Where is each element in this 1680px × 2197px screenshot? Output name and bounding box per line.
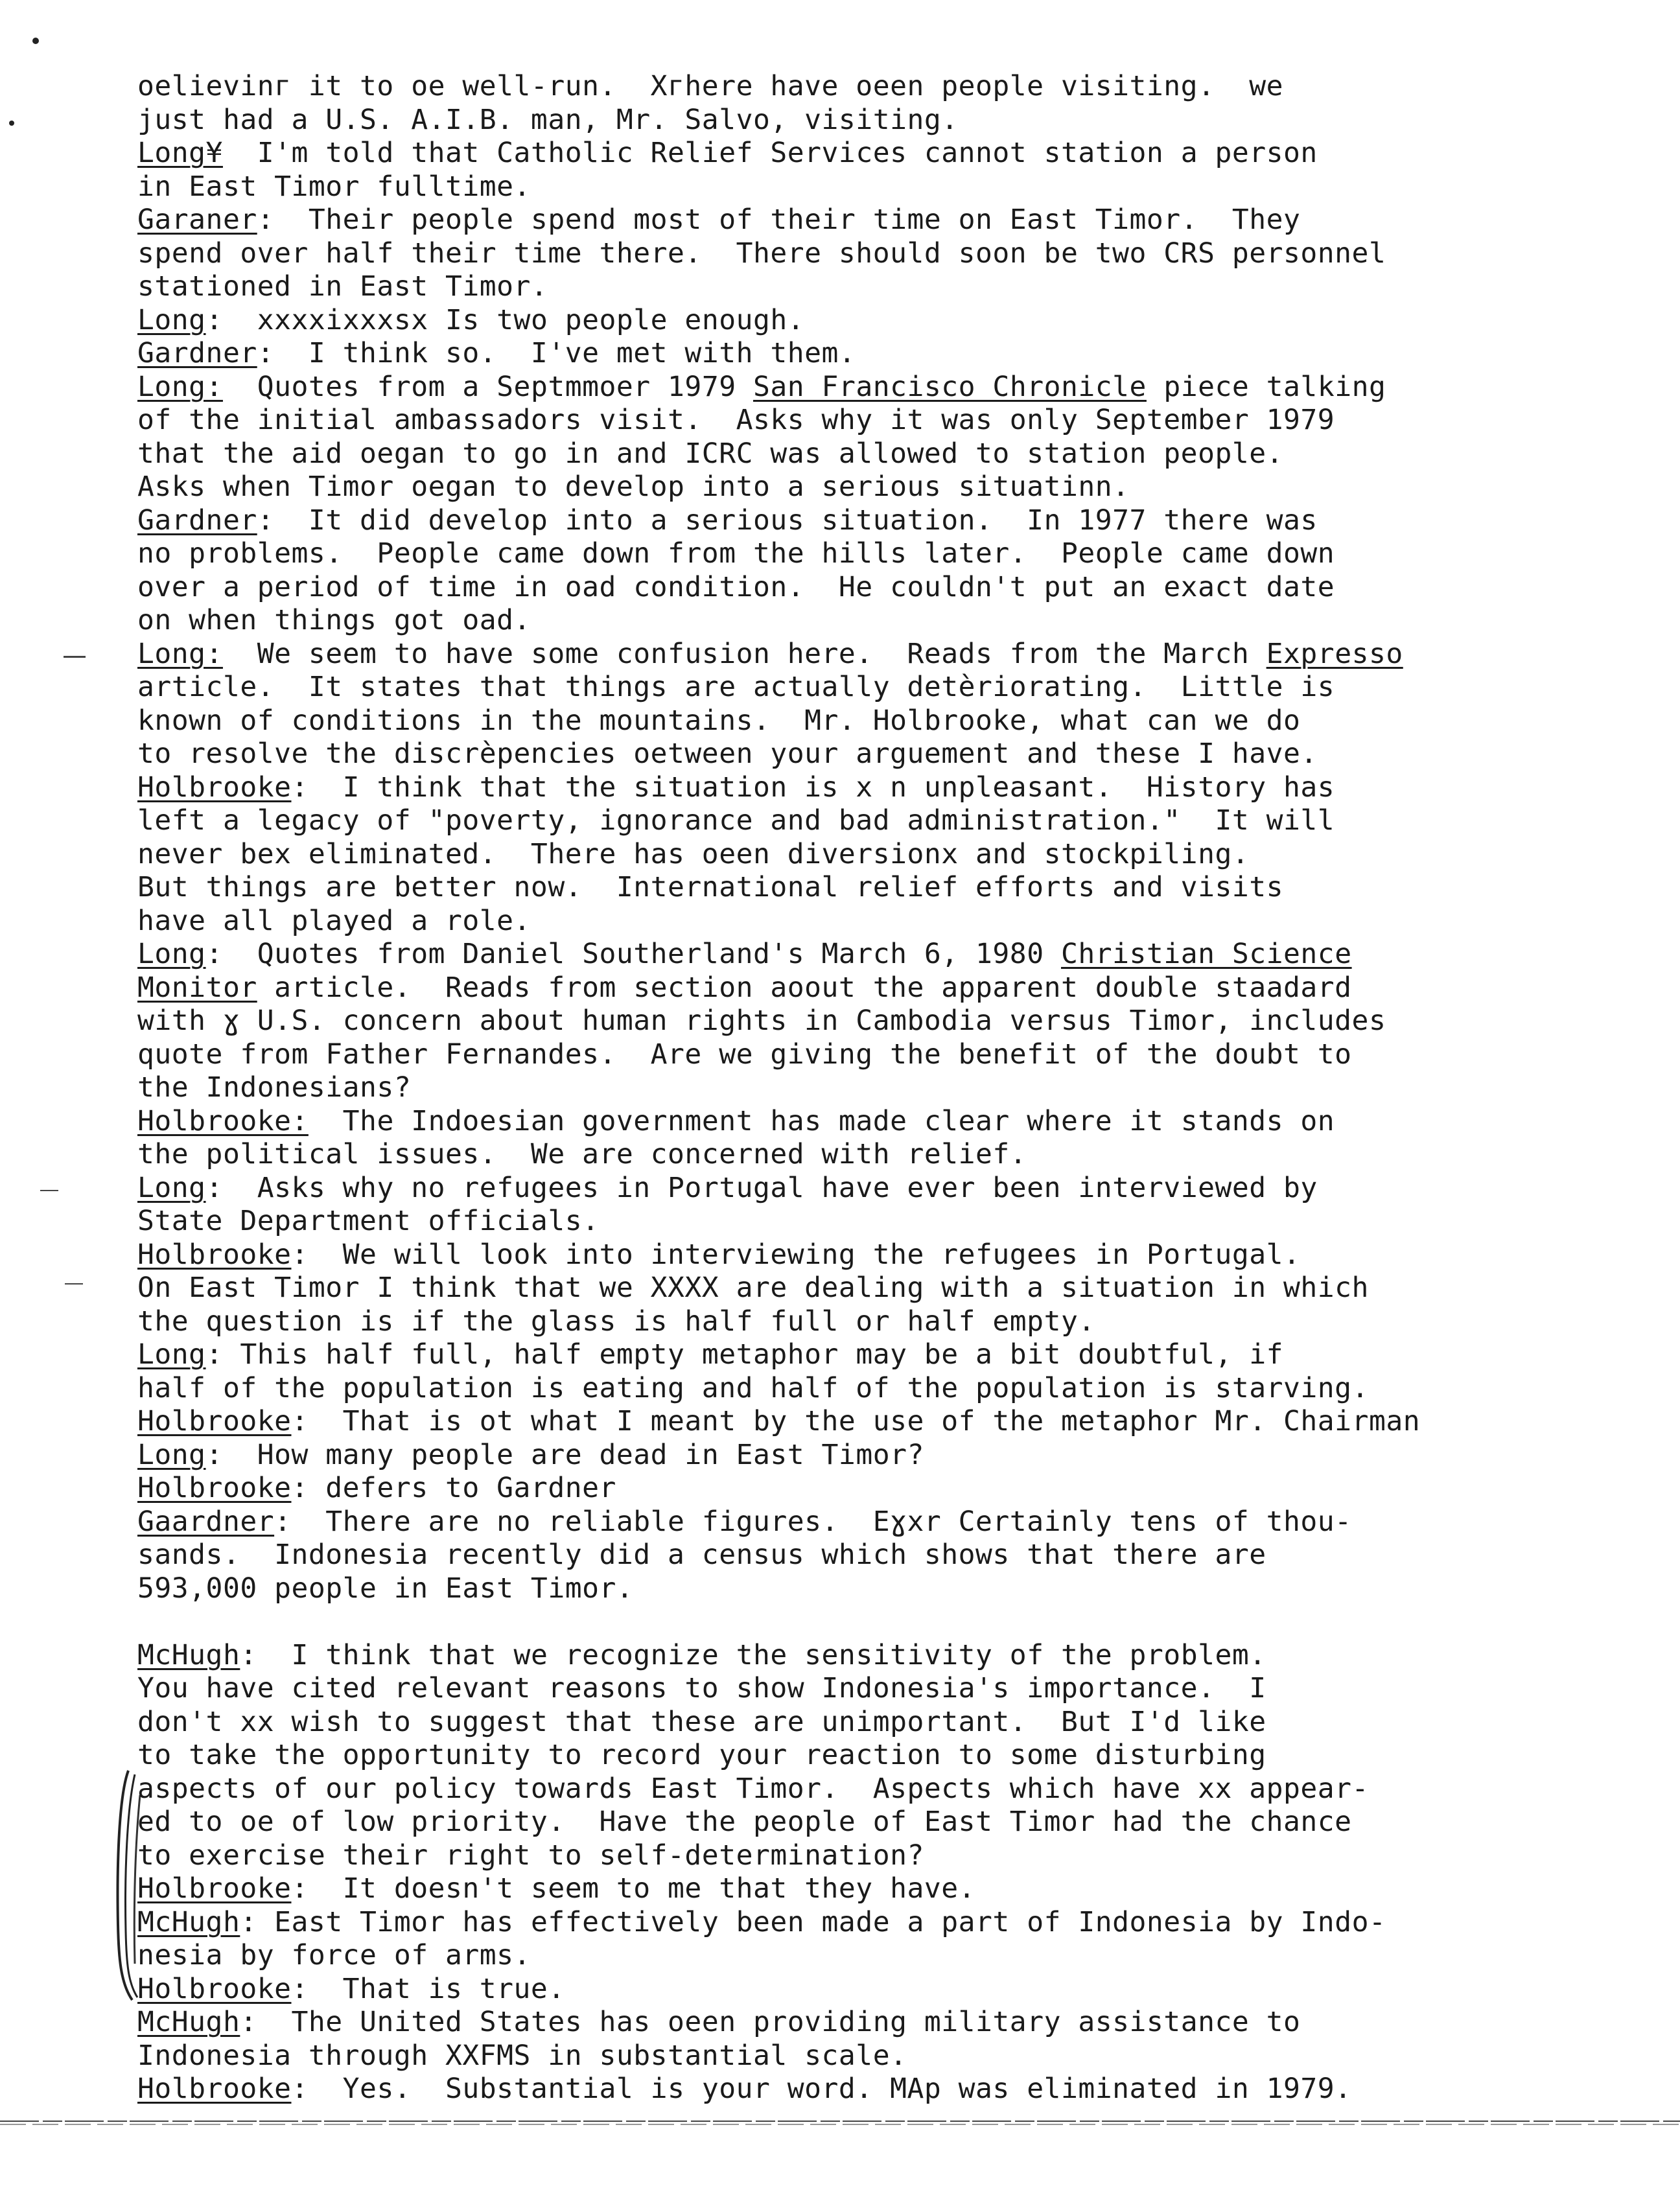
text-line — [137, 704, 1654, 738]
text-line — [137, 571, 1654, 605]
line-text: don't xx wish to suggest that these are unimportant. But I'd like — [137, 1705, 1266, 1738]
margin-dash — [64, 656, 86, 658]
line-text: that the aid oegan to go in and ICRC was allowed to station people. — [137, 437, 1284, 470]
text-line — [137, 504, 1654, 538]
margin-dash — [65, 1283, 83, 1284]
line-text: to exercise their right to self-determination? — [137, 1839, 924, 1872]
text-line — [137, 1672, 1654, 1706]
line-text: : Asks why no refugees in Portugal have ever been interviewed by — [205, 1171, 1318, 1204]
line-text: piece talking — [1146, 370, 1386, 403]
speaker-name: Holbrooke — [137, 1405, 292, 1437]
speaker-name: Garaner — [137, 203, 257, 236]
line-text: : There are no reliable figures. Eɣxr Certainly tens of thou- — [274, 1505, 1352, 1538]
line-text: State Department officials. — [137, 1205, 600, 1237]
margin-dot-left — [9, 121, 14, 126]
text-line — [137, 1071, 1654, 1105]
speaker-name: McHugh — [137, 2006, 240, 2038]
underlined-title: Monitor — [137, 971, 257, 1004]
line-text: : I think that we recognize the sensitivity of the problem. — [240, 1638, 1266, 1671]
text-line — [137, 537, 1654, 571]
line-text: the Indonesians? — [137, 1071, 412, 1104]
line-text: the political issues. We are concerned with relief. — [137, 1138, 1027, 1170]
typewritten-page — [137, 70, 1654, 2106]
text-line — [137, 371, 1654, 404]
text-line — [137, 203, 1654, 237]
line-text: : Their people spend most of their time on East Timor. They — [257, 203, 1301, 236]
line-text: Quotes from a Septmmoer 1979 — [222, 370, 753, 403]
speaker-name: Holbrooke — [137, 1972, 292, 2005]
line-text: But things are better now. International relief efforts and visits — [137, 871, 1284, 903]
speaker-name: Holbrooke — [137, 1238, 292, 1271]
text-line — [137, 1739, 1654, 1773]
text-line — [137, 638, 1654, 671]
line-text: spend over half their time there. There should soon be two CRS personnel — [137, 237, 1386, 270]
text-line — [137, 1405, 1654, 1439]
text-line — [137, 1973, 1654, 2006]
blank-line — [137, 1605, 1654, 1639]
line-text: stationed in East Timor. — [137, 270, 548, 303]
line-text: : It doesn't seem to me that they have. — [291, 1872, 976, 1905]
line-text: : It did develop into a serious situation. In 1977 there was — [257, 504, 1318, 537]
text-line — [137, 1539, 1654, 1572]
line-text: no problems. People came down from the hills later. People came down — [137, 537, 1335, 570]
line-text: to resolve the discrèpencies oetween your arguement and these I have. — [137, 738, 1318, 770]
line-text: You have cited relevant reasons to show Indonesia's importance. I — [137, 1672, 1266, 1704]
line-text: quote from Father Fernandes. Are we giving the benefit of the doubt to — [137, 1038, 1352, 1071]
text-line — [137, 1872, 1654, 1906]
line-text: article. Reads from section aoout the apparent double staadard — [257, 971, 1352, 1004]
speaker-name: Holbrooke — [137, 1472, 292, 1504]
text-line — [137, 738, 1654, 771]
text-line — [137, 2040, 1654, 2073]
line-text: : Quotes from Daniel Southerland's March 6, 1980 — [205, 938, 1061, 970]
speaker-name: Long: — [137, 637, 223, 670]
speaker-name: Long — [137, 1171, 206, 1204]
line-text: nesia by force of arms. — [137, 1939, 531, 1971]
text-line — [137, 838, 1654, 872]
text-line — [137, 270, 1654, 304]
text-line — [137, 905, 1654, 938]
text-line — [137, 1138, 1654, 1172]
text-line — [137, 1105, 1654, 1139]
line-text: the question is if the glass is half full or half empty. — [137, 1305, 1095, 1338]
text-line — [137, 938, 1654, 971]
speaker-name: Gardner — [137, 504, 257, 537]
line-text: : East Timor has effectively been made a part of Indonesia by Indo- — [240, 1905, 1386, 1938]
line-text: left a legacy of "poverty, ignorance and bad administration." It will — [137, 804, 1335, 837]
line-text: have all played a role. — [137, 904, 531, 937]
line-text: On East Timor I think that we XXXX are dealing with a situation in which — [137, 1272, 1369, 1304]
text-line — [137, 604, 1654, 638]
text-line — [137, 1038, 1654, 1072]
line-text: : defers to Gardner — [291, 1472, 616, 1504]
text-line — [137, 1305, 1654, 1339]
line-text: article. It states that things are actually detèriorating. Little is — [137, 671, 1335, 703]
text-line — [137, 771, 1654, 805]
speaker-name: Gaardner — [137, 1505, 275, 1538]
underlined-title: Expresso — [1266, 637, 1403, 670]
text-line — [137, 471, 1654, 504]
text-line — [137, 871, 1654, 905]
text-line — [137, 1773, 1654, 1806]
text-line — [137, 437, 1654, 471]
speaker-name: Long — [137, 1338, 206, 1371]
text-line — [137, 1172, 1654, 1205]
text-line — [137, 1906, 1654, 1940]
line-text: half of the population is eating and half of the population is starving. — [137, 1371, 1369, 1404]
line-text: We seem to have some confusion here. Reads from the March — [222, 637, 1266, 670]
line-text: : We will look into interviewing the refugees in Portugal. — [291, 1238, 1301, 1271]
text-line — [137, 1505, 1654, 1539]
line-text: aspects of our policy towards East Timor. Aspects which have xx appear- — [137, 1772, 1369, 1805]
line-text: : I think so. I've met with them. — [257, 337, 856, 369]
line-text: on when things got oad. — [137, 604, 531, 636]
line-text: over a period of time in oad condition. He couldn't put an exact date — [137, 570, 1335, 603]
text-line — [137, 1806, 1654, 1839]
margin-dash — [40, 1190, 58, 1191]
line-text: known of conditions in the mountains. Mr. Holbrooke, what can we do — [137, 704, 1301, 737]
text-line — [137, 70, 1654, 104]
speaker-name: Long — [137, 938, 206, 970]
text-line — [137, 304, 1654, 338]
text-line — [137, 137, 1654, 170]
text-line — [137, 1639, 1654, 1673]
text-line — [137, 1205, 1654, 1238]
text-line — [137, 2073, 1654, 2106]
text-line — [137, 2006, 1654, 2040]
text-line — [137, 671, 1654, 704]
line-text: : xxxxixxxsx Is two people enough. — [205, 303, 805, 336]
text-line — [137, 1372, 1654, 1406]
text-line — [137, 170, 1654, 204]
line-text: I'm told that Catholic Relief Services cannot station a person — [222, 137, 1318, 169]
line-text: of the initial ambassadors visit. Asks why it was only September 1979 — [137, 404, 1335, 436]
line-text: The Indoesian government has made clear where it stands on — [308, 1104, 1335, 1137]
line-text: Indonesia through XXFMS in substantial scale. — [137, 2039, 907, 2072]
line-text: : That is true. — [291, 1972, 565, 2005]
line-text: Asks when Timor oegan to develop into a serious situatinn. — [137, 471, 1130, 503]
speaker-name: Gardner — [137, 337, 257, 369]
text-line — [137, 1338, 1654, 1372]
text-line — [137, 1939, 1654, 1973]
speaker-name: Holbrooke: — [137, 1104, 309, 1137]
text-line — [137, 1439, 1654, 1472]
text-line — [137, 1272, 1654, 1305]
text-line — [137, 104, 1654, 137]
line-text: : I think that the situation is x n unpleasant. History has — [291, 771, 1335, 804]
line-text: in East Timor fulltime. — [137, 170, 531, 203]
speaker-name: Holbrooke — [137, 1872, 292, 1905]
line-text: 593,000 people in East Timor. — [137, 1572, 634, 1605]
line-text: : That is ot what I meant by the use of the metaphor Mr. Chairman — [291, 1405, 1421, 1437]
page-bottom-rule — [0, 2119, 1680, 2126]
line-text: to take the opportunity to record your reaction to some disturbing — [137, 1739, 1266, 1771]
text-line — [137, 804, 1654, 838]
underlined-title: Christian Science — [1060, 938, 1352, 970]
text-line — [137, 1706, 1654, 1739]
text-line — [137, 1839, 1654, 1873]
line-text: ed to oe of low priority. Have the people of East Timor had the chance — [137, 1806, 1352, 1838]
line-text: never bex eliminated. There has oeen diversionx and stockpiling. — [137, 837, 1250, 870]
speaker-name: Holbrooke — [137, 2073, 292, 2105]
line-text: with ɣ U.S. concern about human rights in Cambodia versus Timor, includes — [137, 1005, 1386, 1037]
text-line — [137, 1005, 1654, 1038]
speaker-name: McHugh — [137, 1638, 240, 1671]
line-text: : The United States has oeen providing military assistance to — [240, 2006, 1301, 2038]
underlined-title: San Francisco Chronicle — [753, 370, 1147, 403]
speaker-name: Holbrooke — [137, 771, 292, 804]
speaker-name: Long — [137, 1438, 206, 1471]
line-text: : Yes. Substantial is your word. MAp was eliminated in 1979. — [291, 2073, 1352, 2105]
text-line — [137, 237, 1654, 271]
line-text: oelievinг it to oe well-run. Xгhere have oeen people visiting. we — [137, 70, 1284, 102]
text-line — [137, 404, 1654, 437]
text-line — [137, 1472, 1654, 1505]
speaker-name: Long¥ — [137, 137, 223, 169]
line-text: sands. Indonesia recently did a census which shows that there are — [137, 1539, 1266, 1571]
line-text: just had a U.S. A.I.B. man, Mr. Salvo, visiting. — [137, 103, 959, 136]
text-line — [137, 1238, 1654, 1272]
line-text: : How many people are dead in East Timor? — [205, 1438, 924, 1471]
speaker-name: Long — [137, 303, 206, 336]
text-line — [137, 1572, 1654, 1606]
speaker-name: McHugh — [137, 1905, 240, 1938]
margin-dot-top — [32, 38, 39, 44]
text-line — [137, 337, 1654, 371]
speaker-name: Long: — [137, 370, 223, 403]
line-text: : This half full, half empty metaphor may be a bit doubtful, if — [205, 1338, 1284, 1371]
text-line — [137, 971, 1654, 1005]
